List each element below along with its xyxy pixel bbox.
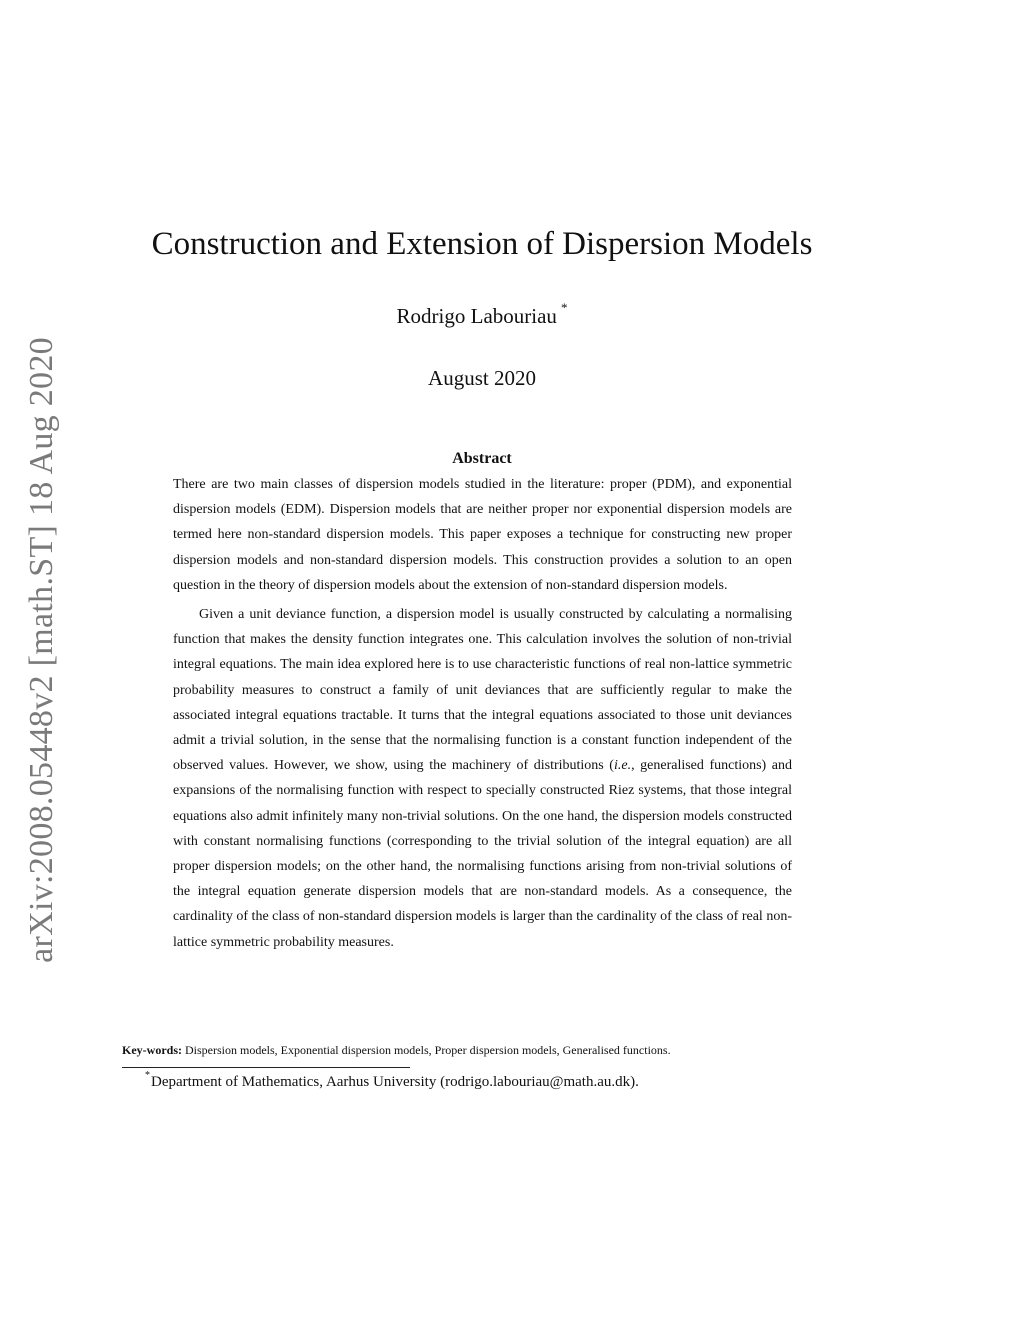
footnote-text: Department of Mathematics, Aarhus University (rodrigo.labouriau@math.au.dk).	[151, 1074, 639, 1090]
ie-abbreviation: i.e.	[613, 758, 632, 774]
abstract-paragraph-1: There are two main classes of dispersion models studied in the literature: proper (PDM), and exponential dispersion models (EDM). Dispersion models that are neither proper nor exponential dispersion models are termed here non-standard dispersion models. This paper exposes a technique for constructing new proper dispersion models and non-standard dispersion models. This construction provides a solution to an open question in the theory of dispersion models about the extension of non-standard dispersion models.	[173, 477, 792, 593]
arxiv-identifier-stamp: arXiv:2008.05448v2 [math.ST] 18 Aug 2020	[23, 337, 60, 963]
footnote-mark: *	[145, 1070, 150, 1081]
abstract-paragraph-2	[173, 602, 792, 955]
affiliation-footnote	[145, 1072, 639, 1091]
abstract-paragraph-2-part-1: Given a unit deviance function, a dispersion model is usually constructed by calculating a normalising function that makes the density function integrates one. This calculation involves the solution of non-trivial integral equations. The main idea explored here is to use characteristic functions of real non-lattice symmetric probability measures to construct a family of unit deviances that are sufficiently regular to make the associated integral equations tractable. It turns that the integral equations associated to those unit deviances admit a trivial solution, in the sense that the normalising function is a constant function independent of the observed values. However, we show, using the machinery of distributions (	[173, 607, 792, 774]
keywords-label: Key-words:	[122, 1043, 182, 1057]
author-footnote-mark: *	[560, 300, 568, 315]
abstract-body	[173, 472, 792, 955]
publication-date: August 2020	[428, 366, 536, 390]
author-line	[0, 300, 964, 329]
abstract-paragraph-2-part-2: , generalised functions) and expansions of the normalising function with respect to specially constructed Riez systems, that those integral equations also admit infinitely many non-trivial solutions. On the one hand, the dispersion models constructed with constant normalising functions (corresponding to the trivial solution of the integral equation) are all proper dispersion models; on the other hand, the normalising functions arising from non-trivial solutions of the integral equation generate dispersion models that are non-standard models. As a consequence, the cardinality of the class of non-standard dispersion models is larger than the cardinality of the class of real non-lattice symmetric probability measures.	[173, 758, 792, 950]
author-name: Rodrigo Labouriau	[396, 304, 557, 328]
keywords-text: Dispersion models, Exponential dispersion models, Proper dispersion models, Generalised functions.	[185, 1043, 671, 1057]
abstract-heading: Abstract	[452, 450, 512, 467]
paper-title: Construction and Extension of Dispersion Models	[151, 226, 813, 262]
keywords-line	[122, 1043, 842, 1058]
footnote-divider	[122, 1067, 410, 1068]
